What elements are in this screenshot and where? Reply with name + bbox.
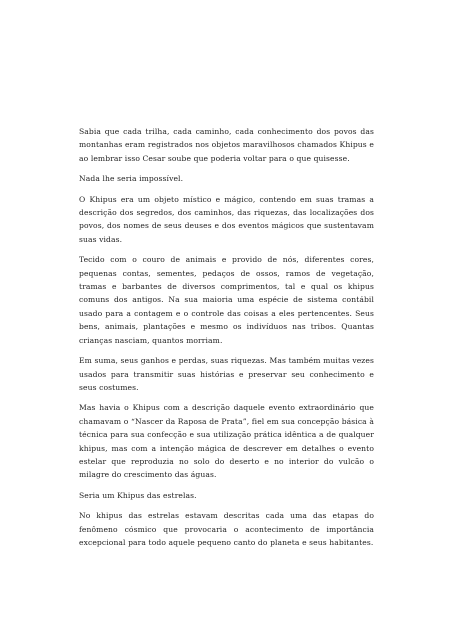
paragraph: No khipus das estrelas estavam descritas cada uma das etapas do fenômeno cósmico que provocaria o acontecimento de importância excepcional para todo aquele pequeno canto do planeta e seus habitantes. [79, 511, 374, 547]
paragraph: Mas havia o Khipus com a descrição daquele evento extraordinário que chamavam o “Nascer da Raposa de Prata”, fiel em sua concepção básica à técnica para sua confecção e sua utilização prática idêntica a de qualquer khipus, mas com a intenção mágica de descrever em detalhes o evento estelar que reproduzia no solo do deserto e no interior do vulcão o milagre do crescimento das águas. [79, 403, 374, 480]
paragraph: Nada lhe seria impossível. [79, 174, 184, 184]
paragraph: Seria um Khipus das estrelas. [79, 490, 197, 500]
paragraph: Em suma, seus ganhos e perdas, suas riquezas. Mas também muitas vezes usados para transmitir suas histórias e preservar seu conhecimento e seus costumes. [79, 356, 374, 392]
body-text [79, 125, 374, 556]
paragraph: Tecido com o couro de animais e provido de nós, diferentes cores, pequenas contas, sementes, pedaços de ossos, ramos de vegetação, tramas e barbantes de diversos comprimentos, tal e qual os khipus comuns dos antigos. Na sua maioria uma espécie de sistema contábil usado para a contagem e o controle das coisas a eles pertencentes. Seus bens, animais, plantações e mesmo os indivíduos nas tribos. Quantas crianças nasciam, quantos morriam. [79, 255, 374, 345]
paragraph: Sabia que cada trilha, cada caminho, cada conhecimento dos povos das montanhas eram registrados nos objetos maravilhosos chamados Khipus e ao lembrar isso Cesar soube que poderia voltar para o que quisesse. [79, 127, 374, 163]
paragraph: O Khipus era um objeto místico e mágico, contendo em suas tramas a descrição dos segredos, dos caminhos, das riquezas, das localizações dos povos, dos nomes de seus deuses e dos eventos mágicos que sustentavam suas vidas. [79, 194, 374, 244]
